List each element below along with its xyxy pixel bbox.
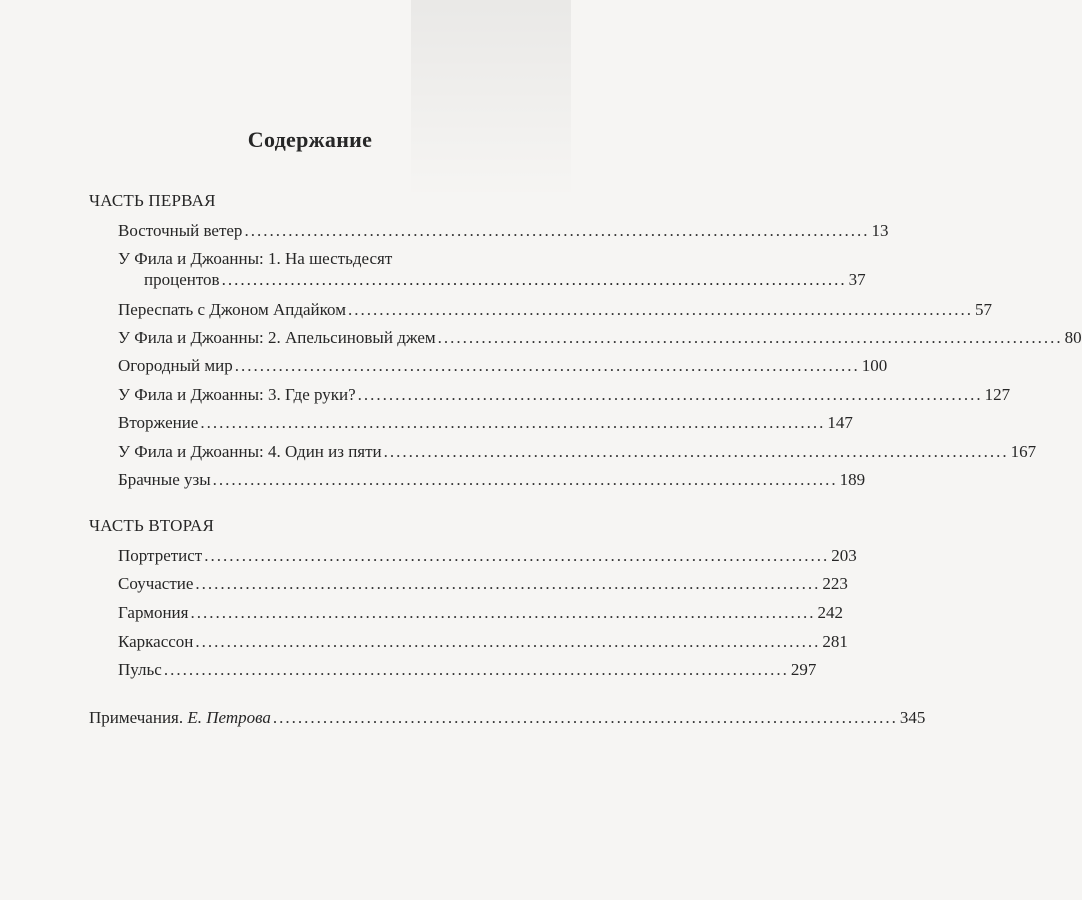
toc-entry-page: 100 bbox=[861, 356, 888, 375]
toc-entry-label: Каркассон bbox=[118, 632, 194, 651]
toc-entry-page: 297 bbox=[790, 660, 817, 679]
toc-entry[interactable] bbox=[118, 355, 888, 376]
leader-dots: .................................................................................................... bbox=[163, 660, 789, 679]
toc-entry[interactable] bbox=[118, 469, 866, 490]
leader-dots: .................................................................................................... bbox=[357, 385, 983, 404]
toc-entry-page: 345 bbox=[899, 708, 926, 727]
toc-entry[interactable] bbox=[118, 299, 992, 320]
toc-entry-page: 127 bbox=[984, 385, 1011, 404]
bleed-through-shadow bbox=[411, 0, 571, 200]
page-title: Содержание bbox=[247, 127, 373, 152]
toc-entry-page: 167 bbox=[1010, 442, 1037, 461]
leader-dots: .................................................................................................... bbox=[272, 708, 898, 727]
toc-entry-label: Гармония bbox=[118, 603, 189, 622]
toc-entry-label: Портретист bbox=[118, 546, 203, 565]
toc-entry[interactable] bbox=[118, 573, 848, 594]
toc-entry[interactable] bbox=[118, 327, 1082, 348]
toc-entry-label-continued: процентов bbox=[144, 270, 220, 289]
toc-entry[interactable] bbox=[118, 248, 866, 290]
section-heading-part1: ЧАСТЬ ПЕРВАЯ bbox=[89, 191, 216, 210]
section-heading-part2: ЧАСТЬ ВТОРАЯ bbox=[89, 516, 215, 535]
toc-entry-label: Огородный мир bbox=[118, 356, 233, 375]
leader-dots: .................................................................................................... bbox=[195, 632, 821, 651]
toc-entry-label: У Фила и Джоанны: 1. На шестьдесят bbox=[118, 249, 393, 268]
toc-entry-label: Пульс bbox=[118, 660, 162, 679]
toc-entry-page: 281 bbox=[822, 632, 848, 651]
toc-entry-notes[interactable] bbox=[89, 707, 926, 728]
toc-entry-label: У Фила и Джоанны: 4. Один из пяти bbox=[118, 442, 382, 461]
toc-entry-label: Брачные узы bbox=[118, 470, 211, 489]
toc-entry-label: Вторжение bbox=[118, 413, 199, 432]
leader-dots: .................................................................................................... bbox=[200, 413, 826, 432]
leader-dots: .................................................................................................... bbox=[204, 546, 830, 565]
leader-dots: .................................................................................................... bbox=[347, 300, 973, 319]
toc-entry[interactable] bbox=[118, 220, 889, 241]
toc-entry-page: 80 bbox=[1064, 328, 1082, 347]
toc-entry[interactable] bbox=[118, 659, 817, 680]
notes-label: Примечания. bbox=[89, 708, 184, 727]
toc-entry[interactable] bbox=[118, 384, 1011, 405]
toc-entry[interactable] bbox=[118, 441, 1037, 462]
toc-entry[interactable] bbox=[118, 602, 843, 623]
toc-entry-page: 223 bbox=[822, 574, 848, 593]
toc-entry[interactable] bbox=[118, 545, 857, 566]
toc-entry[interactable] bbox=[118, 412, 853, 433]
toc-entry-label: Восточный ветер bbox=[118, 221, 243, 240]
leader-dots: .................................................................................................... bbox=[221, 270, 847, 289]
toc-entry[interactable] bbox=[118, 631, 848, 652]
toc-entry-page: 189 bbox=[839, 470, 866, 489]
toc-entry-label: Соучастие bbox=[118, 574, 194, 593]
notes-author: Е. Петрова bbox=[187, 708, 271, 727]
leader-dots: .................................................................................................... bbox=[437, 328, 1063, 347]
toc-entry-label: Переспать с Джоном Апдайком bbox=[118, 300, 346, 319]
leader-dots: .................................................................................................... bbox=[212, 470, 838, 489]
leader-dots: .................................................................................................... bbox=[383, 442, 1009, 461]
leader-dots: .................................................................................................... bbox=[190, 603, 816, 622]
toc-entry-page: 37 bbox=[848, 270, 866, 289]
toc-entry-page: 13 bbox=[871, 221, 889, 240]
toc-entry-page: 203 bbox=[831, 546, 857, 565]
toc-entry-label: У Фила и Джоанны: 2. Апельсиновый джем bbox=[118, 328, 436, 347]
toc-entry-page: 242 bbox=[817, 603, 843, 622]
leader-dots: .................................................................................................... bbox=[244, 221, 870, 240]
toc-entry-page: 57 bbox=[974, 300, 992, 319]
leader-dots: .................................................................................................... bbox=[195, 574, 821, 593]
leader-dots: .................................................................................................... bbox=[234, 356, 860, 375]
toc-entry-label: У Фила и Джоанны: 3. Где руки? bbox=[118, 385, 356, 404]
toc-entry-page: 147 bbox=[827, 413, 853, 432]
toc-entry-label bbox=[89, 707, 271, 728]
